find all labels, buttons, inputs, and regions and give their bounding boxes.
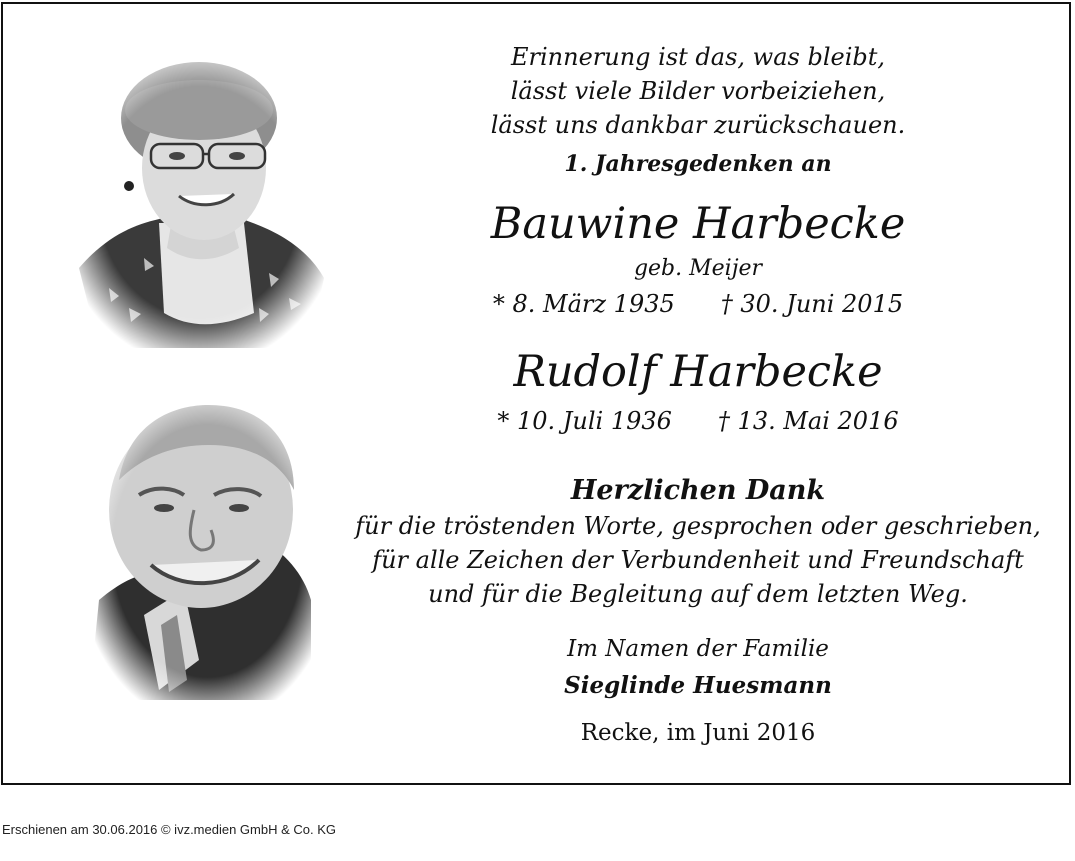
person1-name: Bauwine Harbecke [490, 199, 906, 249]
publication-footer: Erschienen am 30.06.2016 © ivz.medien GmbH & Co. KG [2, 822, 337, 837]
portrait-woman [69, 58, 331, 358]
anniversary-label: 1. Jahresgedenken an [564, 151, 832, 177]
portrait-man [89, 400, 317, 702]
poem-line-2: lässt viele Bilder vorbeiziehen, [510, 77, 886, 105]
thanks-line-2: für alle Zeichen der Verbundenheit und Freundschaft [372, 546, 1024, 574]
person1-birth-name: geb. Meijer [633, 256, 763, 281]
poem-line-3: lässt uns dankbar zurückschauen. [490, 111, 906, 139]
obituary-notice [1, 2, 1071, 785]
signature-intro: Im Namen der Familie [567, 636, 829, 662]
person1-died: † 30. Juni 2015 [720, 290, 904, 318]
thanks-line-1: für die tröstenden Worte, gesprochen oder geschrieben, [355, 512, 1041, 540]
person2-dates [343, 407, 1053, 435]
notice-text [343, 4, 1053, 784]
thanks-line-3: und für die Begleitung auf dem letzten Weg. [428, 580, 968, 608]
thanks-heading: Herzlichen Dank [570, 475, 826, 506]
place-date: Recke, im Juni 2016 [580, 720, 816, 746]
person2-born: * 10. Juli 1936 [497, 407, 672, 435]
person2-died: † 13. Mai 2016 [717, 407, 899, 435]
person1-born: * 8. März 1935 [492, 290, 675, 318]
person1-dates [343, 290, 1053, 318]
poem-line-1: Erinnerung ist das, was bleibt, [510, 43, 886, 71]
signature-name: Sieglinde Huesmann [564, 672, 832, 699]
person2-name: Rudolf Harbecke [513, 347, 883, 397]
